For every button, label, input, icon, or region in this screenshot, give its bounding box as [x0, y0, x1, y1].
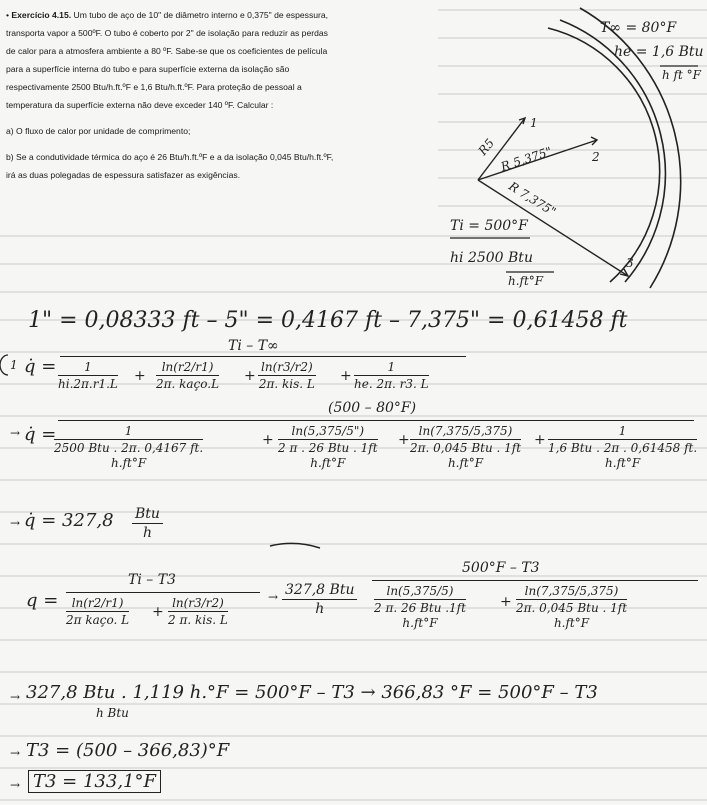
eq2-term-3: ln(7,375/5,375) 2π. 0,045 Btu . 1ft h.ft°F [410, 424, 522, 470]
eq1-term-1: $\frac{1}{hi.2\pi.r1.L}$ [58, 360, 118, 391]
problem-line-4: respectivamente 2500 Btu/h.ft.ºF e 1,6 Btu/h.ft.ºF. Para proteção de pessoal a [6, 82, 302, 92]
diagram-point-2: 2 [592, 150, 600, 164]
eq3-numerator: Ti – T3 [128, 572, 176, 588]
diagram-r7375: R 7,375" [506, 179, 559, 219]
diagram-hi-units: h.ft°F [508, 274, 544, 288]
eq3-main-bar [66, 592, 260, 593]
problem-title: Exercício 4.15. [11, 10, 72, 20]
diagram-r5375: R 5,375" [499, 144, 554, 174]
eq1-main-bar [60, 356, 466, 357]
item-b-line-1: irá as duas polegadas de espessura satisfazer as exigências. [6, 170, 241, 180]
eq4-sub: h Btu [96, 706, 129, 720]
eq2-main-bar [58, 420, 694, 421]
eq2-numerator: (500 – 80°F) [328, 400, 417, 416]
eq1-numerator: Ti – T∞ [228, 338, 279, 354]
eq2-plus-2: + [398, 432, 410, 448]
eq1-term-2: ln(r2/r1) 2π. kaço.L [156, 360, 220, 391]
eq2-arrow: → [10, 426, 21, 440]
final-answer-box: T3 = 133,1°F [28, 770, 161, 793]
eq2-lhs: q̇ = [24, 424, 57, 445]
result-q: q̇ = 327,8 [24, 510, 114, 531]
diagram-point-1: 1 [530, 116, 538, 130]
problem-line-0: • Exercício 4.15. Um tubo de aço de 10" de diâmetro interno e 0,375" de espessura, [6, 10, 329, 20]
eq3-lhs: q = [26, 590, 59, 611]
eq3-term-1: ln(r2/r1) 2π kaço. L [66, 596, 130, 627]
eq3-rhs-numerator: 500°F – T3 [462, 560, 540, 576]
problem-line-3: para a superfície interna do tubo e para superfície externa da isolação são [6, 64, 290, 74]
eq2-term-2: ln(5,375/5") 2 π . 26 Btu . 1ft h.ft°F [278, 424, 378, 470]
diagram-hi: hi 2500 Btu [450, 250, 533, 266]
margin-circle-mark [0, 355, 8, 375]
problem-statement [6, 6, 426, 184]
unit-conversions: 1" = 0,08333 ft – 5" = 0,4167 ft – 7,375" = 0,61458 ft [28, 308, 628, 333]
result-q-unit: Btu h [132, 506, 163, 541]
problem-line-5: temperatura da superfície externa não deve exceder 140 ºF. Calcular : [6, 100, 274, 110]
eq2-term-1: 1 2500 Btu . 2π. 0,4167 ft. h.ft°F [54, 424, 204, 470]
result-arrow: → [10, 516, 21, 530]
eq1-plus-1: + [134, 368, 146, 384]
diagram-ti: Ti = 500°F [450, 218, 528, 234]
item-b-line-0: b) Se a condutividade térmica do aço é 26 Btu/h.ft.ºF e a da isolação 0,045 Btu/h.ft.ºF, [6, 152, 334, 162]
eq1-plus-3: + [340, 368, 352, 384]
problem-line-1: transporta vapor a 500ºF. O tubo é coberto por 2" de isolação para reduzir as perdas [6, 28, 328, 38]
eq3-arrow: → [268, 590, 279, 604]
eq4-arrow: → [10, 690, 21, 704]
diagram-r5: R5 [475, 136, 498, 158]
eq2-plus-1: + [262, 432, 274, 448]
eq1-term-4: $\frac{1}{he. 2\pi. r3. L}$ [354, 360, 429, 391]
step-marker: 1 [10, 358, 18, 372]
eq5-arrow: → [10, 746, 21, 760]
eq1-plus-2: + [244, 368, 256, 384]
eq4: 327,8 Btu . 1,119 h.°F = 500°F – T3 → 366,83 °F = 500°F – T3 [26, 682, 598, 703]
eq1-lhs: q̇ = [24, 356, 57, 377]
diagram-he: he = 1,6 Btu [614, 44, 704, 60]
eq3-plus: + [152, 604, 164, 620]
eq2-term-4: 1 1,6 Btu . 2π . 0,61458 ft. h.ft°F [548, 424, 698, 470]
diagram-he-units: h ft °F [662, 68, 701, 82]
problem-line-2: de calor para a atmosfera ambiente a 80 ºF. Sabe-se que os coeficientes de película [6, 46, 328, 56]
eq3-rhs-prefix: 327,8 Btu h [282, 582, 357, 617]
eq2-plus-3: + [534, 432, 546, 448]
final-arrow: → [10, 778, 21, 792]
eq3-rhs-term-2: ln(7,375/5,375) 2π. 0,045 Btu . 1ft h.ft°F [516, 584, 628, 630]
diagram-t-inf: T∞ = 80°F [600, 20, 677, 36]
item-a: a) O fluxo de calor por unidade de comprimento; [6, 126, 191, 136]
diagram-point-3: 3 [626, 256, 634, 270]
eq3-term-2: ln(r3/r2) 2 π. kis. L [168, 596, 228, 627]
eq3-rhs-term-1: ln(5,375/5) 2 π. 26 Btu .1ft h.ft°F [374, 584, 466, 630]
eq3-rhs-bar [372, 580, 698, 581]
eq3-rhs-plus: + [500, 594, 512, 610]
eq1-term-3: ln(r3/r2) 2π. kis. L [258, 360, 315, 391]
eq5: T3 = (500 – 366,83)°F [26, 740, 230, 761]
